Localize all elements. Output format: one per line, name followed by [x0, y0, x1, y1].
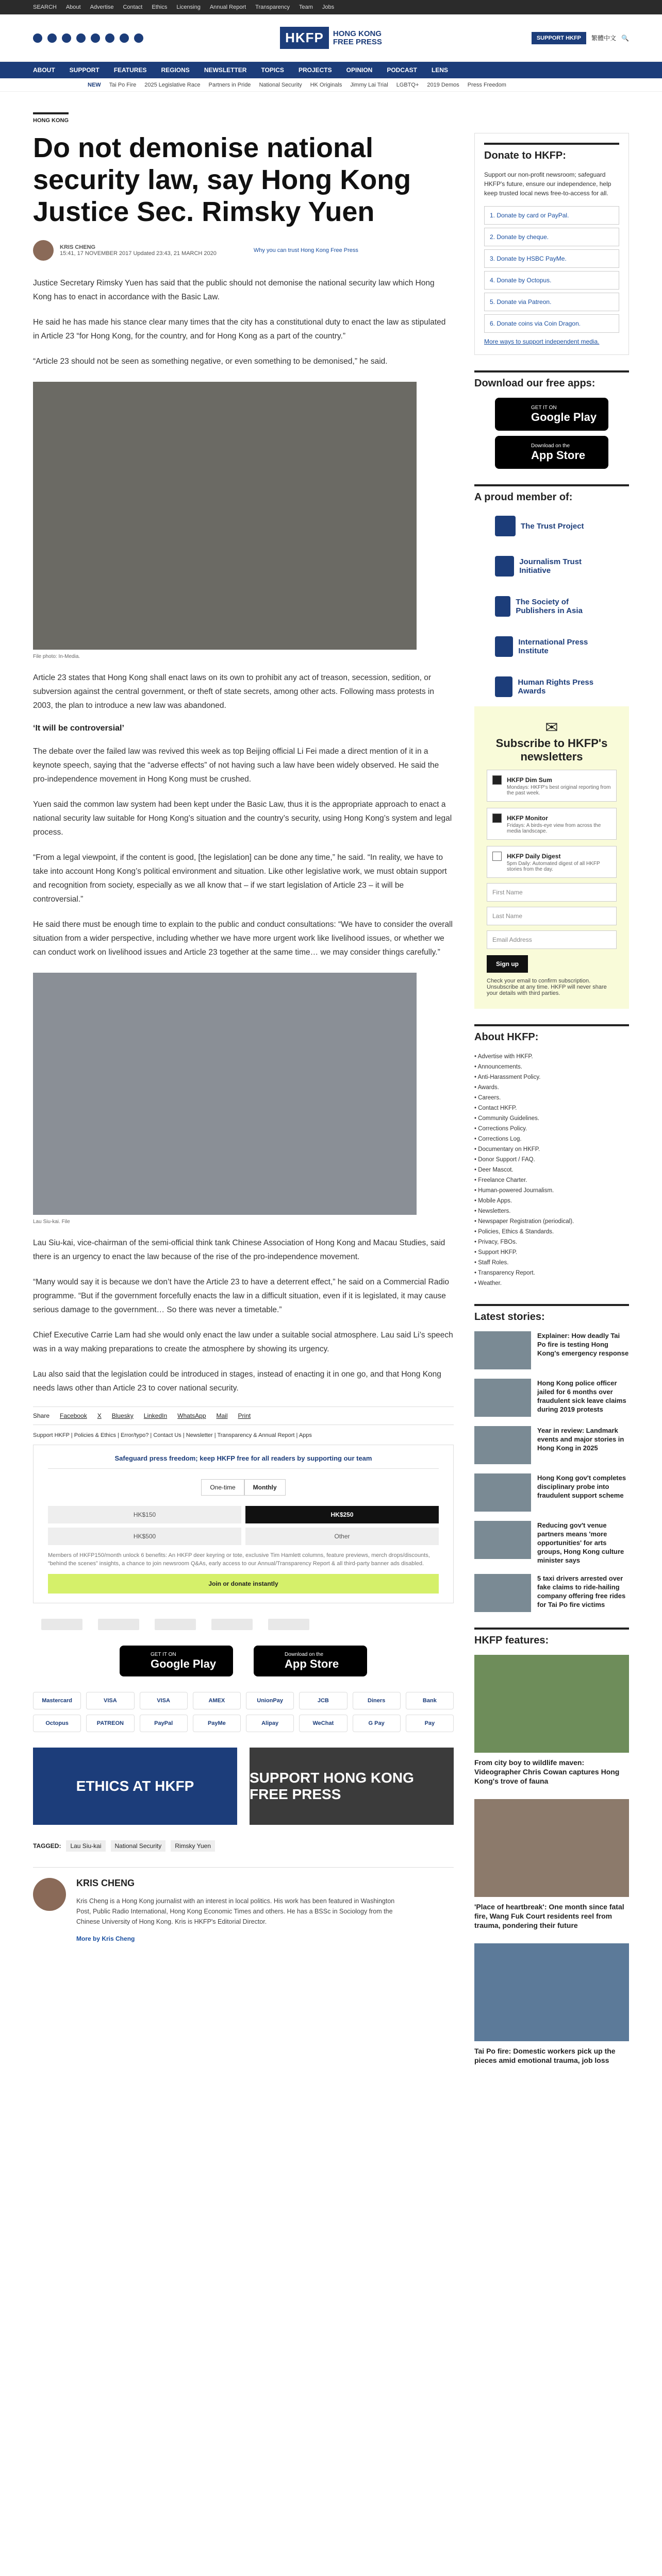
feature-image[interactable]: [474, 1799, 629, 1897]
linkedin-icon[interactable]: [91, 33, 100, 43]
paragraph: He said he has made his stance clear many times that the city has a constitutional duty to enact the law as stipulated in Article 23 “for Hong Kong, for the country, and for Hong Kong as a part of the country.”: [33, 318, 446, 341]
share-facebook[interactable]: Facebook: [60, 1412, 87, 1419]
nav-item[interactable]: PODCAST: [387, 66, 417, 74]
member-badges: [33, 1619, 454, 1630]
about-link[interactable]: • Weather.: [474, 1280, 502, 1286]
donate-option[interactable]: 1. Donate by card or PayPal.: [484, 206, 619, 225]
payment-logo[interactable]: G Pay: [353, 1715, 401, 1732]
paragraph: “From a legal viewpoint, if the content is good, [the legislation] can be done any time,” he said. “In reality, we have to take into account Hong Kong’s political environment and situation. Like other legislative work, we must obtain support and recognition from society, especially as we all know that – if we start legislation of Article 23 – it will be controversial.”: [33, 853, 447, 904]
amount-option[interactable]: Other: [245, 1528, 439, 1545]
topbar-link[interactable]: Annual Report: [209, 4, 246, 10]
about-link[interactable]: • Documentary on HKFP.: [474, 1146, 540, 1153]
tag[interactable]: Rimsky Yuen: [171, 1840, 215, 1852]
trending-link[interactable]: Jimmy Lai Trial: [350, 81, 388, 88]
payment-logo[interactable]: PayMe: [193, 1715, 241, 1732]
latest-story[interactable]: Reducing gov't venue partners means 'more opportunities' for arts groups, Hong Kong culture minister says: [474, 1521, 629, 1565]
tags-label: TAGGED:: [33, 1842, 61, 1850]
new-label: NEW: [88, 81, 101, 88]
about-link[interactable]: • Announcements.: [474, 1064, 522, 1070]
topbar-link[interactable]: Team: [299, 4, 313, 10]
author-avatar[interactable]: [33, 240, 54, 261]
author-bio: Kris Cheng is a Hong Kong journalist with an interest in local politics. His work has been featured in Washington Post, Public Radio International, Hong Kong Economic Times and others. He has a BSSc in Sociology from the Chinese University of Hong Kong. Kris is HKFP's Editorial Director.: [76, 1897, 395, 1925]
search-icon[interactable]: 🔍: [621, 34, 629, 42]
donate-option[interactable]: 6. Donate coins via Coin Dragon.: [484, 314, 619, 333]
about-link[interactable]: • Transparency Report.: [474, 1270, 535, 1276]
payment-logo[interactable]: Pay: [406, 1715, 454, 1732]
donate-option[interactable]: 3. Donate by HSBC PayMe.: [484, 249, 619, 268]
payment-logo[interactable]: Diners: [353, 1692, 401, 1709]
about-link[interactable]: • Policies, Ethics & Standards.: [474, 1229, 554, 1235]
about-link[interactable]: • Advertise with HKFP.: [474, 1054, 533, 1060]
share-x[interactable]: X: [97, 1412, 102, 1419]
payment-logo[interactable]: WeChat: [299, 1715, 347, 1732]
donate-widget: [474, 133, 629, 355]
trending-link[interactable]: HK Originals: [310, 81, 342, 88]
sidebar: [474, 112, 629, 2078]
photo-rimsky-yuen: [33, 382, 417, 650]
ethics-banner[interactable]: ETHICS AT HKFP: [33, 1748, 237, 1825]
latest-story[interactable]: Hong Kong police officer jailed for 6 months over fraudulent sick leave claims during 2019 protests: [474, 1379, 629, 1417]
share-bar: [33, 1406, 454, 1425]
topbar-link[interactable]: Ethics: [152, 4, 168, 10]
feature-headline[interactable]: From city boy to wildlife maven: Videographer Chris Cowan captures Hong Kong's trove of fauna: [474, 1758, 620, 1785]
trust-link[interactable]: Why you can trust Hong Kong Free Press: [253, 247, 358, 253]
feature-headline[interactable]: 'Place of heartbreak': One month since fatal fire, Wang Fuk Court residents reel from trauma, pondering their future: [474, 1903, 624, 1929]
about-link[interactable]: • Newspaper Registration (periodical).: [474, 1218, 574, 1225]
share-linkedin[interactable]: LinkedIn: [143, 1412, 168, 1419]
footer-links[interactable]: Support HKFP | Policies & Ethics | Error/typo? | Contact Us | Newsletter | Transparency & Annual Report | Apps: [33, 1432, 312, 1438]
topbar-link[interactable]: Licensing: [176, 4, 201, 10]
member-logo[interactable]: The Trust Project: [495, 512, 608, 540]
trending-link[interactable]: Press Freedom: [467, 81, 506, 88]
site-header: [0, 14, 662, 62]
subheading: ‘It will be controversial’: [33, 724, 124, 733]
author-name[interactable]: KRIS CHENG: [76, 1878, 135, 1888]
story-thumbnail[interactable]: [474, 1379, 531, 1417]
photo-caption: Lau Siu-kai. File: [33, 1219, 70, 1225]
trending-link[interactable]: 2025 Legislative Race: [144, 81, 201, 88]
about-link[interactable]: • Newsletters.: [474, 1208, 511, 1214]
payment-logo[interactable]: UnionPay: [246, 1692, 294, 1709]
about-link[interactable]: • Donor Support / FAQ.: [474, 1157, 535, 1163]
donate-option[interactable]: 4. Donate by Octopus.: [484, 271, 619, 290]
newsletter-option[interactable]: HKFP Daily Digest 5pm Daily: Automated digest of all HKFP stories from the day.: [487, 846, 617, 878]
article-column: [33, 112, 454, 2078]
about-link[interactable]: • Contact HKFP.: [474, 1105, 517, 1111]
paragraph: Lau also said that the legislation could be introduced in stages, instead of enacting it in one go, and that Hong Kong needs laws other than Article 23 to cover national security.: [33, 1370, 441, 1393]
member-logo[interactable]: Journalism Trust Initiative: [495, 552, 608, 581]
nav-item[interactable]: LENS: [431, 66, 448, 74]
trending-link[interactable]: National Security: [259, 81, 302, 88]
payment-logo[interactable]: Bank: [406, 1692, 454, 1709]
nav-item[interactable]: PROJECTS: [298, 66, 332, 74]
about-link[interactable]: • Awards.: [474, 1084, 499, 1091]
author-name[interactable]: KRIS CHENG: [60, 244, 96, 250]
paragraph: The debate over the failed law was revived this week as top Beijing official Li Fei made a direct mention of it in a keynote speech, saying that the “adverse effects” of not having such a law have been widely observed. He said the pro-independence movement in Hong Kong must be crushed.: [33, 747, 439, 784]
feature-image[interactable]: [474, 1943, 629, 2041]
nav-item[interactable]: NEWSLETTER: [204, 66, 247, 74]
about-link[interactable]: • Support HKFP.: [474, 1249, 518, 1256]
payment-logo[interactable]: VISA: [86, 1692, 134, 1709]
about-link[interactable]: • Corrections Policy.: [474, 1126, 527, 1132]
about-links: [474, 1052, 629, 1289]
payment-logo[interactable]: Octopus: [33, 1715, 81, 1732]
latest-story[interactable]: Explainer: How deadly Tai Po fire is testing Hong Kong's emergency response: [474, 1331, 629, 1369]
tag-list: [33, 1840, 454, 1852]
amount-option[interactable]: HK$500: [48, 1528, 241, 1545]
newsletter-option[interactable]: HKFP Dim Sum Mondays: HKFP's best original reporting from the past week.: [487, 770, 617, 802]
story-thumbnail[interactable]: [474, 1574, 531, 1612]
about-link[interactable]: • Staff Roles.: [474, 1260, 509, 1266]
feature-image[interactable]: [474, 1655, 629, 1753]
member-perks: Members of HKFP150/month unlock 6 benefits: An HKFP deer keyring or tote, exclusive Tim Hamlett columns, feature previews, merch drops/discounts, “behind the scenes” insights, a chance to join newsroom Q&As, early access to our Annual/Transparency Report & all third-party banner ads disabled.: [48, 1552, 430, 1567]
app-store-links: [33, 1646, 454, 1676]
more-ways-link[interactable]: More ways to support independent media.: [484, 338, 600, 345]
payment-logo[interactable]: Mastercard: [33, 1692, 81, 1709]
signup-button[interactable]: Sign up: [487, 955, 528, 973]
google-play-button[interactable]: GET IT ON Google Play: [120, 1646, 233, 1676]
topbar-link[interactable]: Transparency: [255, 4, 290, 10]
byline: [33, 240, 454, 261]
payment-methods: [33, 1692, 454, 1732]
about-link[interactable]: • Community Guidelines.: [474, 1115, 540, 1122]
tag[interactable]: National Security: [111, 1840, 166, 1852]
site-logo[interactable]: HKFP HONG KONG FREE PRESS: [203, 27, 459, 49]
newsletter-option[interactable]: HKFP Monitor Fridays: A birds-eye view from across the media landscape.: [487, 808, 617, 840]
x-icon[interactable]: [47, 33, 57, 43]
story-thumbnail[interactable]: [474, 1473, 531, 1512]
google-play-button[interactable]: GET IT ON Google Play: [495, 398, 608, 431]
trending-link[interactable]: LGBTQ+: [396, 81, 419, 88]
payment-logo[interactable]: JCB: [299, 1692, 347, 1709]
sopa-logo[interactable]: [155, 1619, 196, 1630]
nav-item[interactable]: REGIONS: [161, 66, 190, 74]
support-banner[interactable]: SUPPORT HONG KONG FREE PRESS: [250, 1748, 454, 1825]
donate-option[interactable]: 5. Donate via Patreon.: [484, 293, 619, 311]
donate-heading: Safeguard press freedom; keep HKFP free for all readers by supporting our team: [48, 1454, 439, 1469]
nav-item[interactable]: SUPPORT: [69, 66, 100, 74]
share-print[interactable]: Print: [238, 1412, 251, 1419]
trending-link[interactable]: Tai Po Fire: [109, 81, 137, 88]
features-title: HKFP features:: [474, 1628, 629, 1647]
latest-title: Latest stories:: [474, 1304, 629, 1323]
member-logo[interactable]: International Press Institute: [495, 632, 608, 661]
checkbox[interactable]: [492, 775, 502, 785]
paragraph: Article 23 states that Hong Kong shall enact laws on its own to prohibit any act of treason, secession, sedition, or subversion against the central government, or theft of state secrets, among other acts. Following mass protests in 2003, the plan to introduce a new law was abandoned.: [33, 673, 434, 710]
payment-logo[interactable]: AMEX: [193, 1692, 241, 1709]
share-whatsapp[interactable]: WhatsApp: [177, 1412, 206, 1419]
checkbox[interactable]: [492, 852, 502, 861]
payment-logo[interactable]: PATREON: [86, 1715, 134, 1732]
paragraph: “Article 23 should not be seen as something negative, or even something to be demonised,” he said.: [33, 357, 388, 366]
member-logo[interactable]: Human Rights Press Awards: [495, 672, 608, 701]
about-title: About HKFP:: [474, 1024, 629, 1043]
payment-logo[interactable]: PayPal: [140, 1715, 188, 1732]
paragraph: He said there must be enough time to explain to the public and conduct consultations: “We have to consider the overall situation from a wider perspective, including whether we have more urgent work like livelihood issues, or whether we can conduct work on livelihood issues and Article 23 together at the same time… we may consider things carefully.”: [33, 920, 453, 957]
latest-story[interactable]: Hong Kong gov't completes disciplinary probe into fraudulent support scheme: [474, 1473, 629, 1512]
first-name-field[interactable]: First Name: [487, 883, 617, 902]
trending-link[interactable]: 2019 Demos: [427, 81, 459, 88]
author-avatar[interactable]: [33, 1878, 66, 1911]
checkbox[interactable]: [492, 814, 502, 823]
about-link[interactable]: • Privacy, FBOs.: [474, 1239, 518, 1245]
facebook-icon[interactable]: [33, 33, 42, 43]
trust-project-logo[interactable]: [41, 1619, 82, 1630]
article-title: Do not demonise national security law, say Hong Kong Justice Sec. Rimsky Yuen: [33, 132, 411, 227]
support-button[interactable]: SUPPORT HKFP: [532, 32, 586, 44]
topbar-link[interactable]: Advertise: [90, 4, 114, 10]
trending-bar: [0, 78, 662, 92]
section-label[interactable]: HONG KONG: [33, 112, 69, 124]
tag[interactable]: Lau Siu-kai: [66, 1840, 105, 1852]
amount-option[interactable]: HK$250: [245, 1506, 439, 1523]
social-links: [33, 33, 203, 43]
nav-item[interactable]: TOPICS: [261, 66, 284, 74]
more-by-author-link[interactable]: More by Kris Cheng: [76, 1935, 135, 1942]
donate-box: [33, 1445, 454, 1603]
share-label: Share: [33, 1412, 50, 1419]
paragraph: Justice Secretary Rimsky Yuen has said that the public should not demonise the national security law which Hong Kong has to enact in accordance with the Basic Law.: [33, 279, 435, 301]
top-bar: [0, 0, 662, 14]
last-name-field[interactable]: Last Name: [487, 907, 617, 925]
feature-headline[interactable]: Tai Po fire: Domestic workers pick up the pieces amid emotional trauma, job loss: [474, 2047, 616, 2064]
topbar-link[interactable]: About: [65, 4, 81, 10]
nav-item[interactable]: OPINION: [346, 66, 373, 74]
paragraph: “Many would say it is because we don’t have the Article 23 to have a deterrent effect,” he said on a Commercial Radio programme. “But if the government forcefully enacts the law in a difficult situation, even if it is legislated, it may cause serious damage to the government… So there was never a timetable.”: [33, 1278, 450, 1314]
latest-story[interactable]: Year in review: Landmark events and major stories in Hong Kong in 2025: [474, 1426, 629, 1464]
donate-title: Donate to HKFP:: [484, 143, 619, 162]
topbar-link[interactable]: Contact: [123, 4, 143, 10]
language-link[interactable]: 繁體中文: [591, 35, 617, 42]
threads-icon[interactable]: [105, 33, 114, 43]
app-store-button[interactable]: Download on the App Store: [495, 436, 608, 469]
youtube-icon[interactable]: [76, 33, 86, 43]
paragraph: Chief Executive Carrie Lam had she would only enact the law under a suitable social atmosphere. Lau said Li’s speech was in a way making preparations to create the atmosphere by showing its urgency.: [33, 1331, 453, 1353]
amount-option[interactable]: HK$150: [48, 1506, 241, 1523]
story-thumbnail[interactable]: [474, 1521, 531, 1559]
instagram-icon[interactable]: [62, 33, 71, 43]
latest-story[interactable]: 5 taxi drivers arrested over fake claims to ride-hailing company offering free rides for Tai Po fire victims: [474, 1574, 629, 1612]
newsletter-icon: ✉: [545, 719, 558, 736]
tab-one-time[interactable]: One-time: [201, 1479, 244, 1496]
about-link[interactable]: • Corrections Log.: [474, 1136, 522, 1142]
apps-title: Download our free apps:: [474, 370, 629, 389]
signup-note: Check your email to confirm subscription. Unsubscribe at any time. HKFP will never share your details with third parties.: [487, 978, 607, 996]
app-store-button[interactable]: Download on the App Store: [254, 1646, 367, 1676]
about-link[interactable]: • Mobile Apps.: [474, 1198, 512, 1204]
hrpa-logo[interactable]: [268, 1619, 309, 1630]
photo-caption: File photo: In-Media.: [33, 654, 80, 659]
story-thumbnail[interactable]: [474, 1331, 531, 1369]
topbar-link[interactable]: Jobs: [322, 4, 335, 10]
nav-item[interactable]: ABOUT: [33, 66, 55, 74]
story-thumbnail[interactable]: [474, 1426, 531, 1464]
payment-logo[interactable]: VISA: [140, 1692, 188, 1709]
paragraph: Yuen said the common law system had been kept under the Basic Law, thus it is the appropriate approach to enact a national security law suitable for Hong Kong’s situation and the country’s security, using Hong Kong’s system and legal process.: [33, 800, 452, 837]
jti-logo[interactable]: [98, 1619, 139, 1630]
bluesky-icon[interactable]: [120, 33, 129, 43]
payment-logo[interactable]: Alipay: [246, 1715, 294, 1732]
tab-monthly[interactable]: Monthly: [244, 1479, 286, 1496]
newsletter-signup: [474, 706, 629, 1009]
members-title: A proud member of:: [474, 484, 629, 503]
donate-option[interactable]: 2. Donate by cheque.: [484, 228, 619, 246]
share-mail[interactable]: Mail: [216, 1412, 228, 1419]
nav-item[interactable]: FEATURES: [113, 66, 147, 74]
search-link[interactable]: SEARCH: [33, 4, 57, 10]
about-link[interactable]: • Human-powered Journalism.: [474, 1188, 554, 1194]
article-dates: 15:41, 17 NOVEMBER 2017 Updated 23:43, 21 MARCH 2020: [60, 250, 217, 257]
about-link[interactable]: • Anti-Harassment Policy.: [474, 1074, 541, 1080]
paragraph: Lau Siu-kai, vice-chairman of the semi-official think tank Chinese Association of Hong Kong and Macau Studies, said there is an urgency to enact the law because of the rise of the pro-independence movement.: [33, 1239, 445, 1261]
share-bluesky[interactable]: Bluesky: [111, 1412, 134, 1419]
trending-link[interactable]: Partners in Pride: [208, 81, 251, 88]
donate-intro: Support our non-profit newsroom; safeguard HKFP's future, ensure our independence, help keep trusted local news free-to-access for all.: [484, 171, 611, 197]
photo-lau-siu-kai: [33, 973, 417, 1215]
member-logo[interactable]: The Society of Publishers in Asia: [495, 592, 608, 621]
rss-icon[interactable]: [134, 33, 143, 43]
main-nav: [0, 62, 662, 78]
ipi-logo[interactable]: [211, 1619, 253, 1630]
about-link[interactable]: • Freelance Charter.: [474, 1177, 527, 1183]
email-field[interactable]: Email Address: [487, 930, 617, 949]
author-box: [33, 1867, 454, 1942]
about-link[interactable]: • Deer Mascot.: [474, 1167, 514, 1173]
about-link[interactable]: • Careers.: [474, 1095, 501, 1101]
join-button[interactable]: Join or donate instantly: [48, 1574, 439, 1594]
newsletter-title: Subscribe to HKFP's newsletters: [495, 737, 608, 763]
